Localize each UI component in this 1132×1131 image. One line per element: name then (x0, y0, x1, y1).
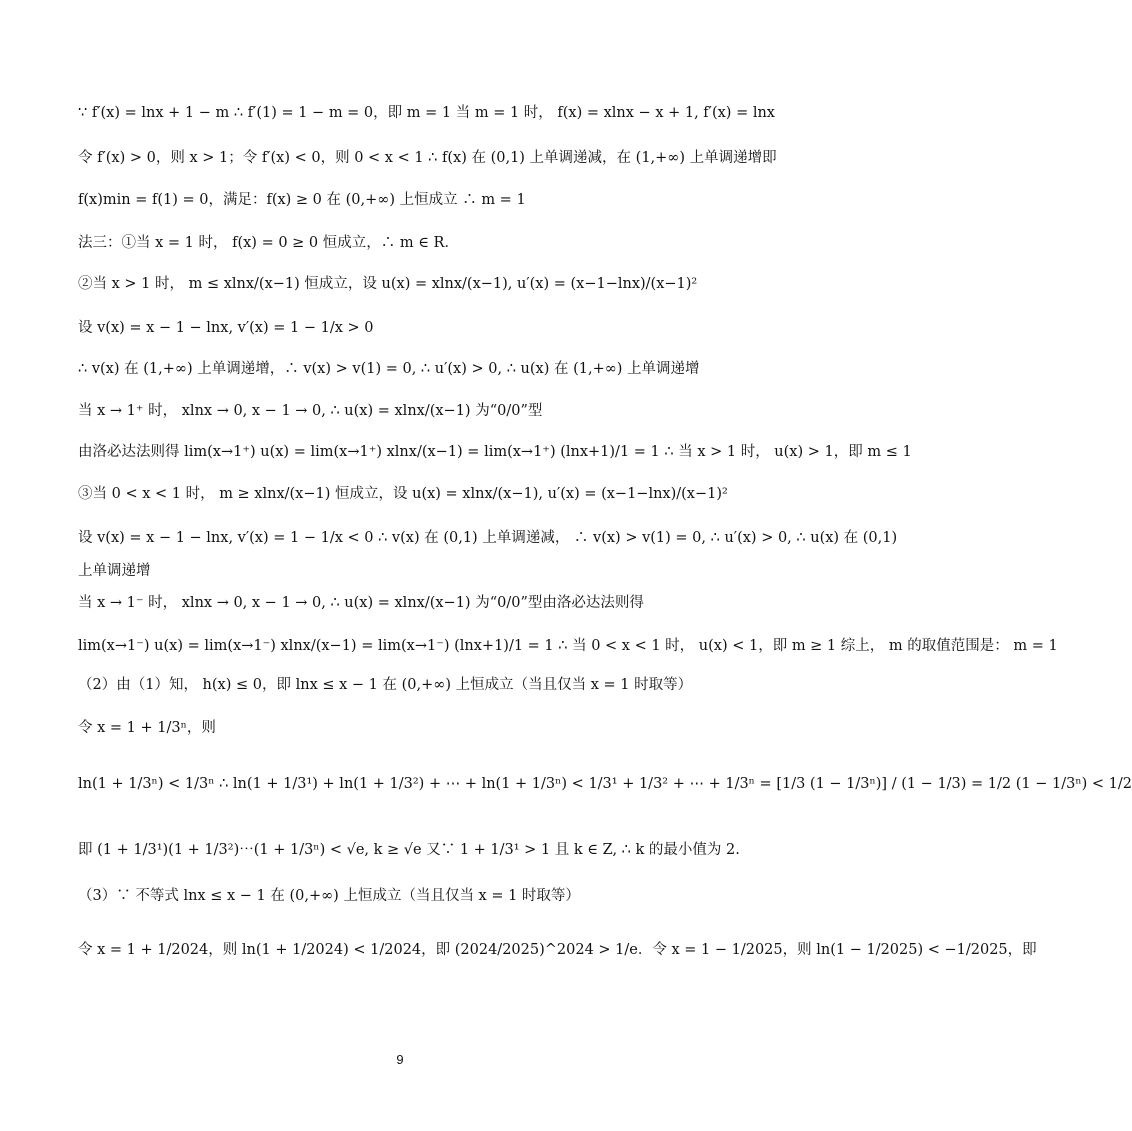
text-line-1: ∵ f′(x) = lnx + 1 − m ∴ f′(1) = 1 − m = 0，即 m = 1 当 m = 1 时， f(x) = xlnx − x + 1, f′(x) = lnx (78, 105, 775, 121)
text-line-9: 由洛必达法则得 lim(x→1⁺) u(x) = lim(x→1⁺) xlnx/(x−1) = lim(x→1⁺) (lnx+1)/1 = 1 ∴ 当 x > 1 时， u(x) > 1，即 m ≤ 1 (78, 444, 912, 460)
text-line-8: 当 x → 1⁺ 时， xlnx → 0, x − 1 → 0, ∴ u(x) = xlnx/(x−1) 为“0/0”型 (78, 403, 543, 419)
text-line-12: 上单调递增 (78, 563, 151, 579)
text-line-3: f(x)min = f(1) = 0，满足：f(x) ≥ 0 在 (0,+∞) 上恒成立 ∴ m = 1 (78, 192, 526, 208)
text-line-13: 当 x → 1⁻ 时， xlnx → 0, x − 1 → 0, ∴ u(x) = xlnx/(x−1) 为“0/0”型由洛必达法则得 (78, 595, 644, 611)
text-line-5: ②当 x > 1 时， m ≤ xlnx/(x−1) 恒成立，设 u(x) = xlnx/(x−1), u′(x) = (x−1−lnx)/(x−1)² (78, 276, 698, 292)
text-line-10: ③当 0 < x < 1 时， m ≥ xlnx/(x−1) 恒成立，设 u(x) = xlnx/(x−1), u′(x) = (x−1−lnx)/(x−1)² (78, 486, 728, 502)
page-number: 9 (396, 1052, 404, 1067)
text-line-19: （3）∵ 不等式 lnx ≤ x − 1 在 (0,+∞) 上恒成立（当且仅当 x = 1 时取等） (78, 888, 580, 904)
text-line-16: 令 x = 1 + 1/3ⁿ，则 (78, 720, 216, 736)
text-line-20: 令 x = 1 + 1/2024，则 ln(1 + 1/2024) < 1/2024，即 (2024/2025)^2024 > 1/e．令 x = 1 − 1/2025，则 ln(1 − 1/2025) < −1/2025，即 (78, 942, 1037, 958)
text-line-7: ∴ v(x) 在 (1,+∞) 上单调递增，∴ v(x) > v(1) = 0, ∴ u′(x) > 0, ∴ u(x) 在 (1,+∞) 上单调递增 (78, 361, 700, 377)
text-line-6: 设 v(x) = x − 1 − lnx, v′(x) = 1 − 1/x > 0 (78, 320, 374, 336)
text-line-4: 法三：①当 x = 1 时， f(x) = 0 ≥ 0 恒成立，∴ m ∈ R． (78, 235, 459, 251)
text-line-18: 即 (1 + 1/3¹)(1 + 1/3²)⋯(1 + 1/3ⁿ) < √e, k ≥ √e 又∵ 1 + 1/3¹ > 1 且 k ∈ Z, ∴ k 的最小值为 2. (78, 842, 740, 858)
text-line-11: 设 v(x) = x − 1 − lnx, v′(x) = 1 − 1/x < 0 ∴ v(x) 在 (0,1) 上单调递减， ∴ v(x) > v(1) = 0, ∴ u′(x) > 0, ∴ u(x) 在 (0,1) (78, 530, 898, 546)
text-line-17: ln(1 + 1/3ⁿ) < 1/3ⁿ ∴ ln(1 + 1/3¹) + ln(1 + 1/3²) + ⋯ + ln(1 + 1/3ⁿ) < 1/3¹ + 1/3² + ⋯ + 1/3ⁿ = [1/3 (1 − 1/3ⁿ)] / (1 − 1/3) = 1/2 (1 − 1/3ⁿ) < 1/2 (78, 776, 1132, 792)
text-line-14: lim(x→1⁻) u(x) = lim(x→1⁻) xlnx/(x−1) = lim(x→1⁻) (lnx+1)/1 = 1 ∴ 当 0 < x < 1 时， u(x) < 1，即 m ≥ 1 综上， m 的取值范围是： m = 1 (78, 638, 1058, 654)
text-line-15: （2）由（1）知， h(x) ≤ 0，即 lnx ≤ x − 1 在 (0,+∞) 上恒成立（当且仅当 x = 1 时取等） (78, 677, 693, 693)
text-line-2: 令 f′(x) > 0，则 x > 1；令 f′(x) < 0，则 0 < x < 1 ∴ f(x) 在 (0,1) 上单调递减，在 (1,+∞) 上单调递增即 (78, 150, 777, 166)
